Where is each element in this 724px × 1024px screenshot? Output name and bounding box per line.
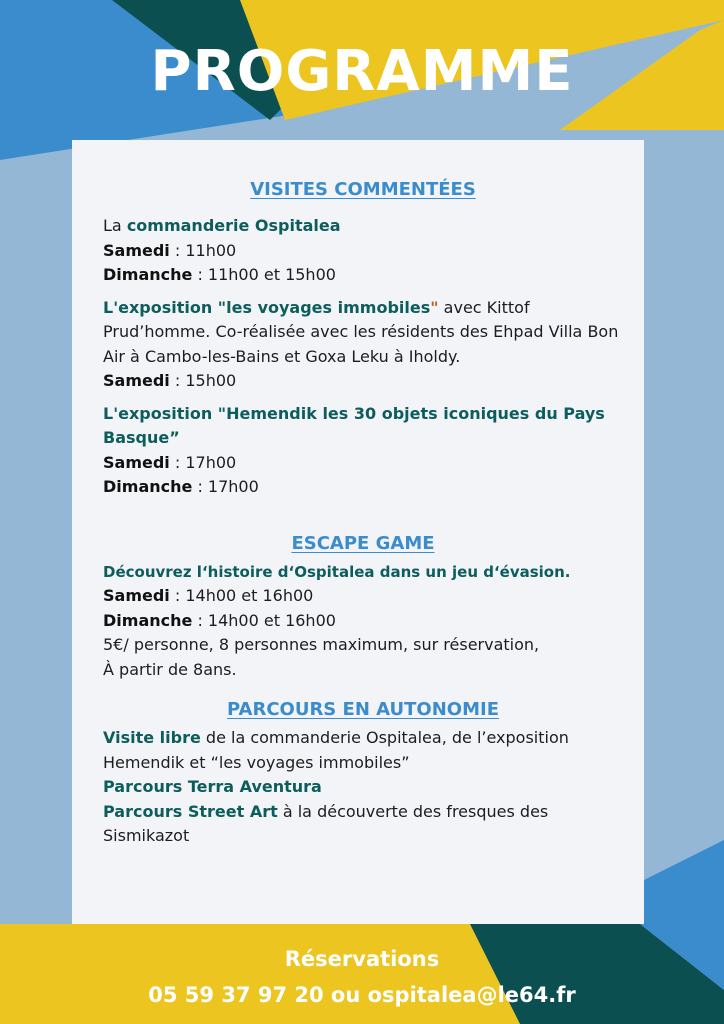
- parcours-street-art: Parcours Street Art à la découverte des fresques des Sismikazot: [103, 801, 549, 845]
- commanderie-line: La commanderie Ospitalea: [103, 216, 341, 235]
- escape-intro: Découvrez l‘histoire d‘Ospitalea dans un jeu d‘évasion.: [103, 562, 571, 581]
- page-title: PROGRAMME: [150, 39, 574, 104]
- schedule-dimanche-3: Dimanche : 17h00: [103, 477, 259, 496]
- reservations-label: Réservations: [284, 947, 440, 971]
- schedule-samedi-2: Samedi : 15h00: [103, 371, 237, 390]
- heading-parcours: PARCOURS EN AUTONOMIE: [226, 699, 500, 720]
- heading-escape-game: ESCAPE GAME: [291, 532, 435, 554]
- expo-hemendik: L'exposition "Hemendik les 30 objets iconiques du Pays Basque”: [103, 403, 605, 447]
- parcours-visite-libre: Visite libre de la commanderie Ospitalea, de l’exposition Hemendik et “les voyages immobiles”: [103, 728, 569, 772]
- program-content: [103, 174, 623, 849]
- heading-visites: VISITES COMMENTÉES: [250, 179, 476, 200]
- schedule-dimanche-1: Dimanche : 11h00 et 15h00: [103, 265, 336, 284]
- escape-age: À partir de 8ans.: [103, 659, 237, 679]
- schedule-samedi-3: Samedi : 17h00: [103, 452, 237, 472]
- reservations-contact: 05 59 37 97 20 ou ospitalea@le64.fr: [148, 983, 576, 1007]
- schedule-samedi-1: Samedi : 11h00: [103, 240, 237, 260]
- escape-price: 5€/ personne, 8 personnes maximum, sur réservation,: [103, 635, 540, 654]
- commanderie-name: commanderie Ospitalea: [126, 216, 341, 235]
- escape-samedi: Samedi : 14h00 et 16h00: [103, 586, 314, 605]
- escape-dimanche: Dimanche : 14h00 et 16h00: [103, 610, 336, 630]
- expo-voyages-immobiles: L'exposition "les voyages immobiles" avec Kittof Prud’homme. Co-réalisée avec les résidents des Ehpad Villa Bon Air à Cambo-les-Bains et Goxa Leku à Iholdy.: [103, 297, 619, 366]
- parcours-terra-aventura: Parcours Terra Aventura: [103, 777, 322, 796]
